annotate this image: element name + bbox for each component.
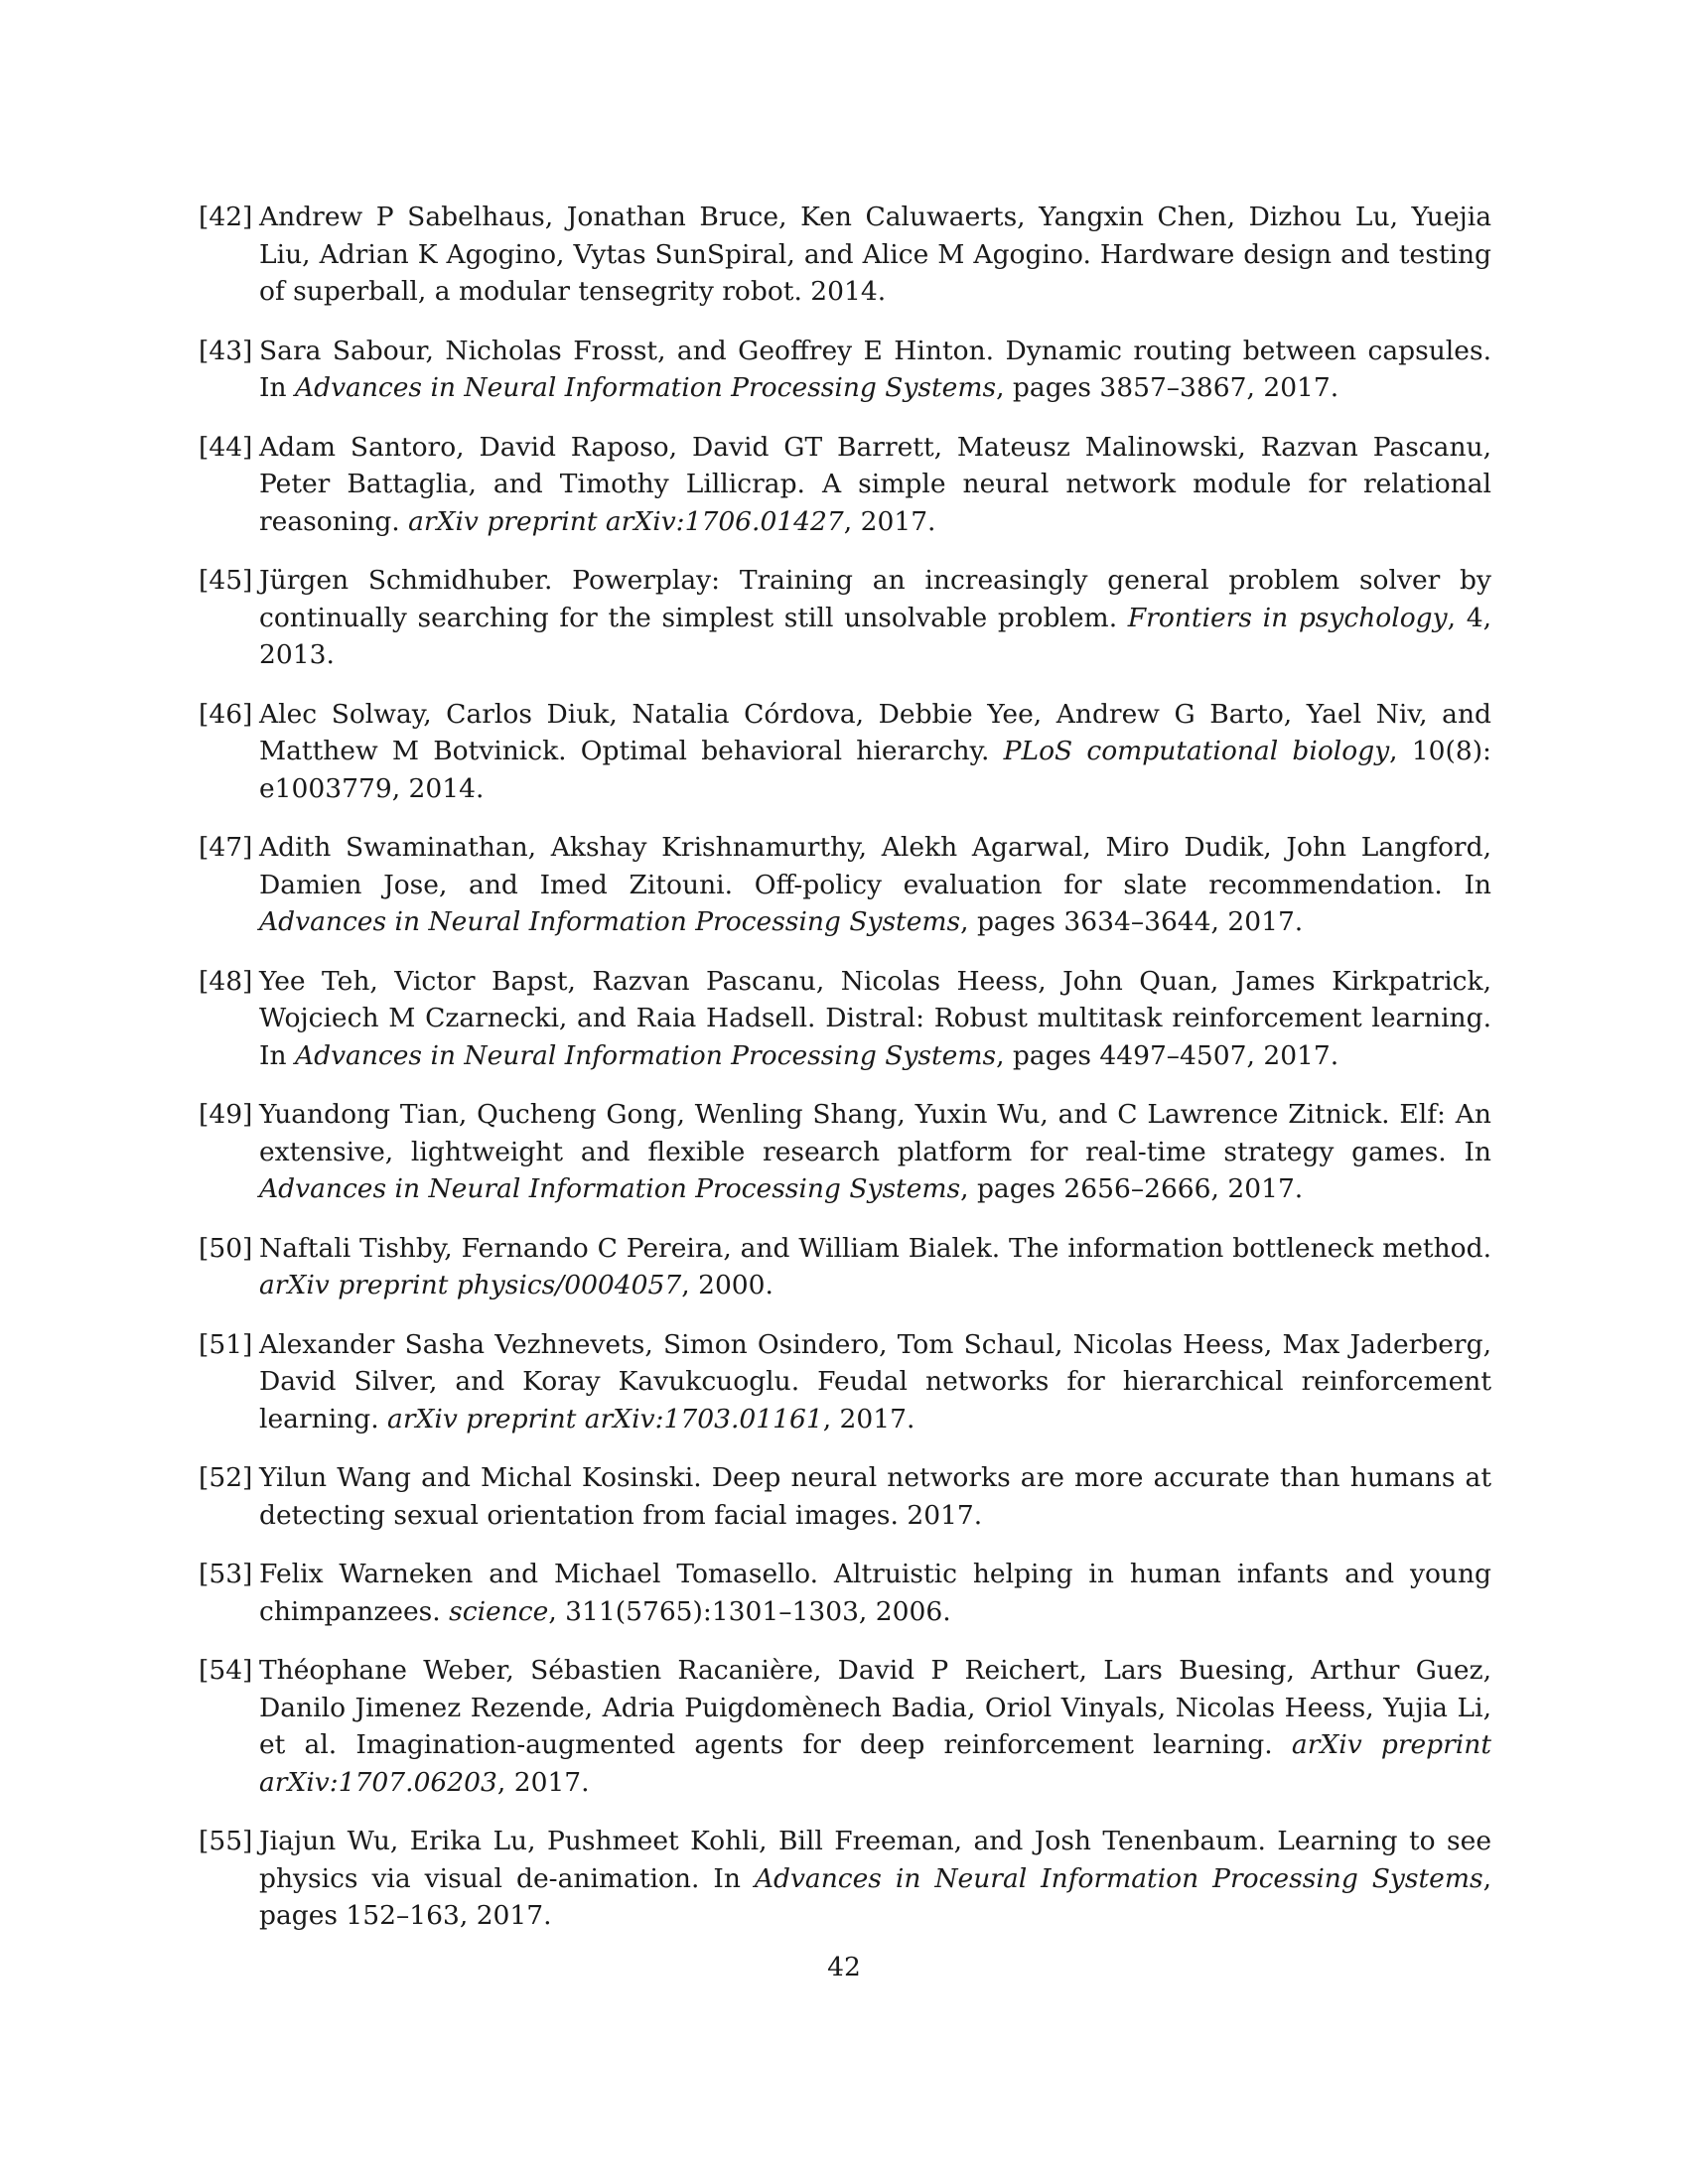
reference-venue: Frontiers in psychology xyxy=(1127,602,1448,633)
reference-item xyxy=(199,1096,1491,1208)
reference-item xyxy=(199,1459,1491,1534)
reference-venue: Advances in Neural Information Processing Systems xyxy=(294,372,997,403)
reference-segment: Jürgen Schmidhuber. Powerplay: Training an increasingly general problem solver by continually searching for the simplest still unsolvable problem. xyxy=(259,565,1491,633)
reference-item xyxy=(199,963,1491,1075)
reference-number: [55] xyxy=(199,1826,253,1856)
reference-text xyxy=(259,1556,1491,1630)
reference-text xyxy=(259,199,1491,311)
reference-list xyxy=(199,199,1491,1957)
reference-segment: Felix Warneken and Michael Tomasello. Altruistic helping in human infants and young chimpanzees. xyxy=(259,1559,1491,1627)
reference-venue: science xyxy=(449,1595,549,1627)
reference-segment: Andrew P Sabelhaus, Jonathan Bruce, Ken Caluwaerts, Yangxin Chen, Dizhou Lu, Yuejia Liu, Adrian K Agogino, Vytas SunSpiral, and Alice M Agogino. Hardware design and testing of superball, a modular tensegrity robot. 2014. xyxy=(259,202,1491,307)
reference-venue: Advances in Neural Information Processing Systems xyxy=(294,1039,997,1071)
reference-segment: Alexander Sasha Vezhnevets, Simon Osindero, Tom Schaul, Nicolas Heess, Max Jaderberg, David Silver, and Koray Kavukcuoglu. Feudal networks for hierarchical reinforcement learning. xyxy=(259,1328,1491,1434)
reference-venue: arXiv preprint physics/0004057 xyxy=(259,1270,682,1300)
reference-segment: Sara Sabour, Nicholas Frosst, and Geoffrey E Hinton. Dynamic routing between capsules. In xyxy=(259,335,1491,403)
reference-segment: , 2000. xyxy=(681,1270,774,1300)
reference-venue: Advances in Neural Information Processing Systems xyxy=(259,1173,961,1204)
reference-text xyxy=(259,963,1491,1075)
reference-item xyxy=(199,1556,1491,1630)
reference-number: [43] xyxy=(199,335,253,366)
reference-segment: , pages 2656–2666, 2017. xyxy=(960,1173,1304,1204)
reference-text xyxy=(259,1652,1491,1801)
reference-item xyxy=(199,696,1491,808)
reference-segment: Yuandong Tian, Qucheng Gong, Wenling Shang, Yuxin Wu, and C Lawrence Zitnick. Elf: An extensive, lightweight and flexible research platform for real-time strategy games. In xyxy=(259,1099,1491,1167)
reference-segment: Jiajun Wu, Erika Lu, Pushmeet Kohli, Bill Freeman, and Josh Tenenbaum. Learning to see physics via visual de-animation. In xyxy=(259,1826,1491,1894)
reference-item xyxy=(199,1652,1491,1801)
reference-number: [50] xyxy=(199,1232,253,1264)
reference-segment: , pages 4497–4507, 2017. xyxy=(996,1039,1339,1071)
reference-segment: , pages 3857–3867, 2017. xyxy=(996,372,1339,403)
reference-number: [52] xyxy=(199,1462,253,1493)
reference-text xyxy=(259,562,1491,674)
reference-item xyxy=(199,829,1491,941)
reference-text xyxy=(259,1096,1491,1208)
reference-item xyxy=(199,1823,1491,1935)
reference-text xyxy=(259,829,1491,941)
reference-item xyxy=(199,333,1491,407)
reference-segment: , 2017. xyxy=(822,1403,915,1434)
reference-text xyxy=(259,1230,1491,1304)
reference-item xyxy=(199,1326,1491,1438)
reference-segment: Adam Santoro, David Raposo, David GT Barrett, Mateusz Malinowski, Razvan Pascanu, Peter Battaglia, and Timothy Lillicrap. A simple neural network module for relational reasoning. xyxy=(259,431,1491,537)
reference-segment: Yee Teh, Victor Bapst, Razvan Pascanu, Nicolas Heess, John Quan, James Kirkpatrick, Wojciech M Czarnecki, and Raia Hadsell. Distral: Robust multitask reinforcement learning. In xyxy=(259,965,1491,1071)
reference-number: [44] xyxy=(199,431,253,463)
reference-item xyxy=(199,1230,1491,1304)
reference-segment: Yilun Wang and Michal Kosinski. Deep neural networks are more accurate than humans at detecting sexual orientation from facial images. 2017. xyxy=(259,1462,1491,1531)
reference-number: [48] xyxy=(199,965,253,997)
reference-number: [51] xyxy=(199,1328,253,1360)
reference-segment: , pages 3634–3644, 2017. xyxy=(960,906,1304,937)
reference-text xyxy=(259,333,1491,407)
reference-venue: Advances in Neural Information Processing Systems xyxy=(259,906,961,937)
reference-text xyxy=(259,1459,1491,1534)
reference-item xyxy=(199,429,1491,541)
reference-item xyxy=(199,562,1491,674)
reference-venue: Advances in Neural Information Processing Systems xyxy=(754,1862,1483,1894)
reference-text xyxy=(259,1326,1491,1438)
reference-item xyxy=(199,199,1491,311)
reference-text xyxy=(259,1823,1491,1935)
reference-segment: , 311(5765):1301–1303, 2006. xyxy=(548,1595,951,1627)
reference-segment: Naftali Tishby, Fernando C Pereira, and William Bialek. The information bottleneck method. xyxy=(259,1232,1491,1264)
page-number: 42 xyxy=(827,1952,861,1982)
reference-segment: Adith Swaminathan, Akshay Krishnamurthy, Alekh Agarwal, Miro Dudik, John Langford, Damien Jose, and Imed Zitouni. Off-policy evaluation for slate recommendation. In xyxy=(259,832,1491,900)
reference-segment: Théophane Weber, Sébastien Racanière, David P Reichert, Lars Buesing, Arthur Guez, Danilo Jimenez Rezende, Adria Puigdomènech Badia, Oriol Vinyals, Nicolas Heess, Yujia Li, et al. Imagination-augmented agents for deep reinforcement learning. xyxy=(259,1655,1491,1760)
reference-venue: arXiv preprint arXiv:1706.01427 xyxy=(408,505,844,537)
reference-text xyxy=(259,696,1491,808)
reference-text xyxy=(259,429,1491,541)
reference-venue: arXiv preprint arXiv:1707.06203 xyxy=(259,1729,1492,1798)
reference-venue: arXiv preprint arXiv:1703.01161 xyxy=(387,1403,823,1434)
reference-number: [53] xyxy=(199,1559,253,1589)
reference-segment: , 10(8): e1003779, 2014. xyxy=(259,736,1491,804)
reference-segment: , pages 152–163, 2017. xyxy=(259,1862,1491,1931)
reference-number: [45] xyxy=(199,565,253,596)
reference-segment: Alec Solway, Carlos Diuk, Natalia Córdova, Debbie Yee, Andrew G Barto, Yael Niv, and Matthew M Botvinick. Optimal behavioral hierarchy. xyxy=(259,698,1491,766)
reference-number: [47] xyxy=(199,832,253,863)
reference-segment: , 2017. xyxy=(496,1766,590,1798)
reference-number: [49] xyxy=(199,1099,253,1130)
reference-segment: , 4, 2013. xyxy=(259,602,1491,670)
reference-number: [42] xyxy=(199,202,253,232)
reference-venue: PLoS computational biology xyxy=(1003,736,1390,766)
reference-number: [54] xyxy=(199,1655,253,1686)
reference-number: [46] xyxy=(199,698,253,730)
reference-segment: , 2017. xyxy=(843,505,936,537)
